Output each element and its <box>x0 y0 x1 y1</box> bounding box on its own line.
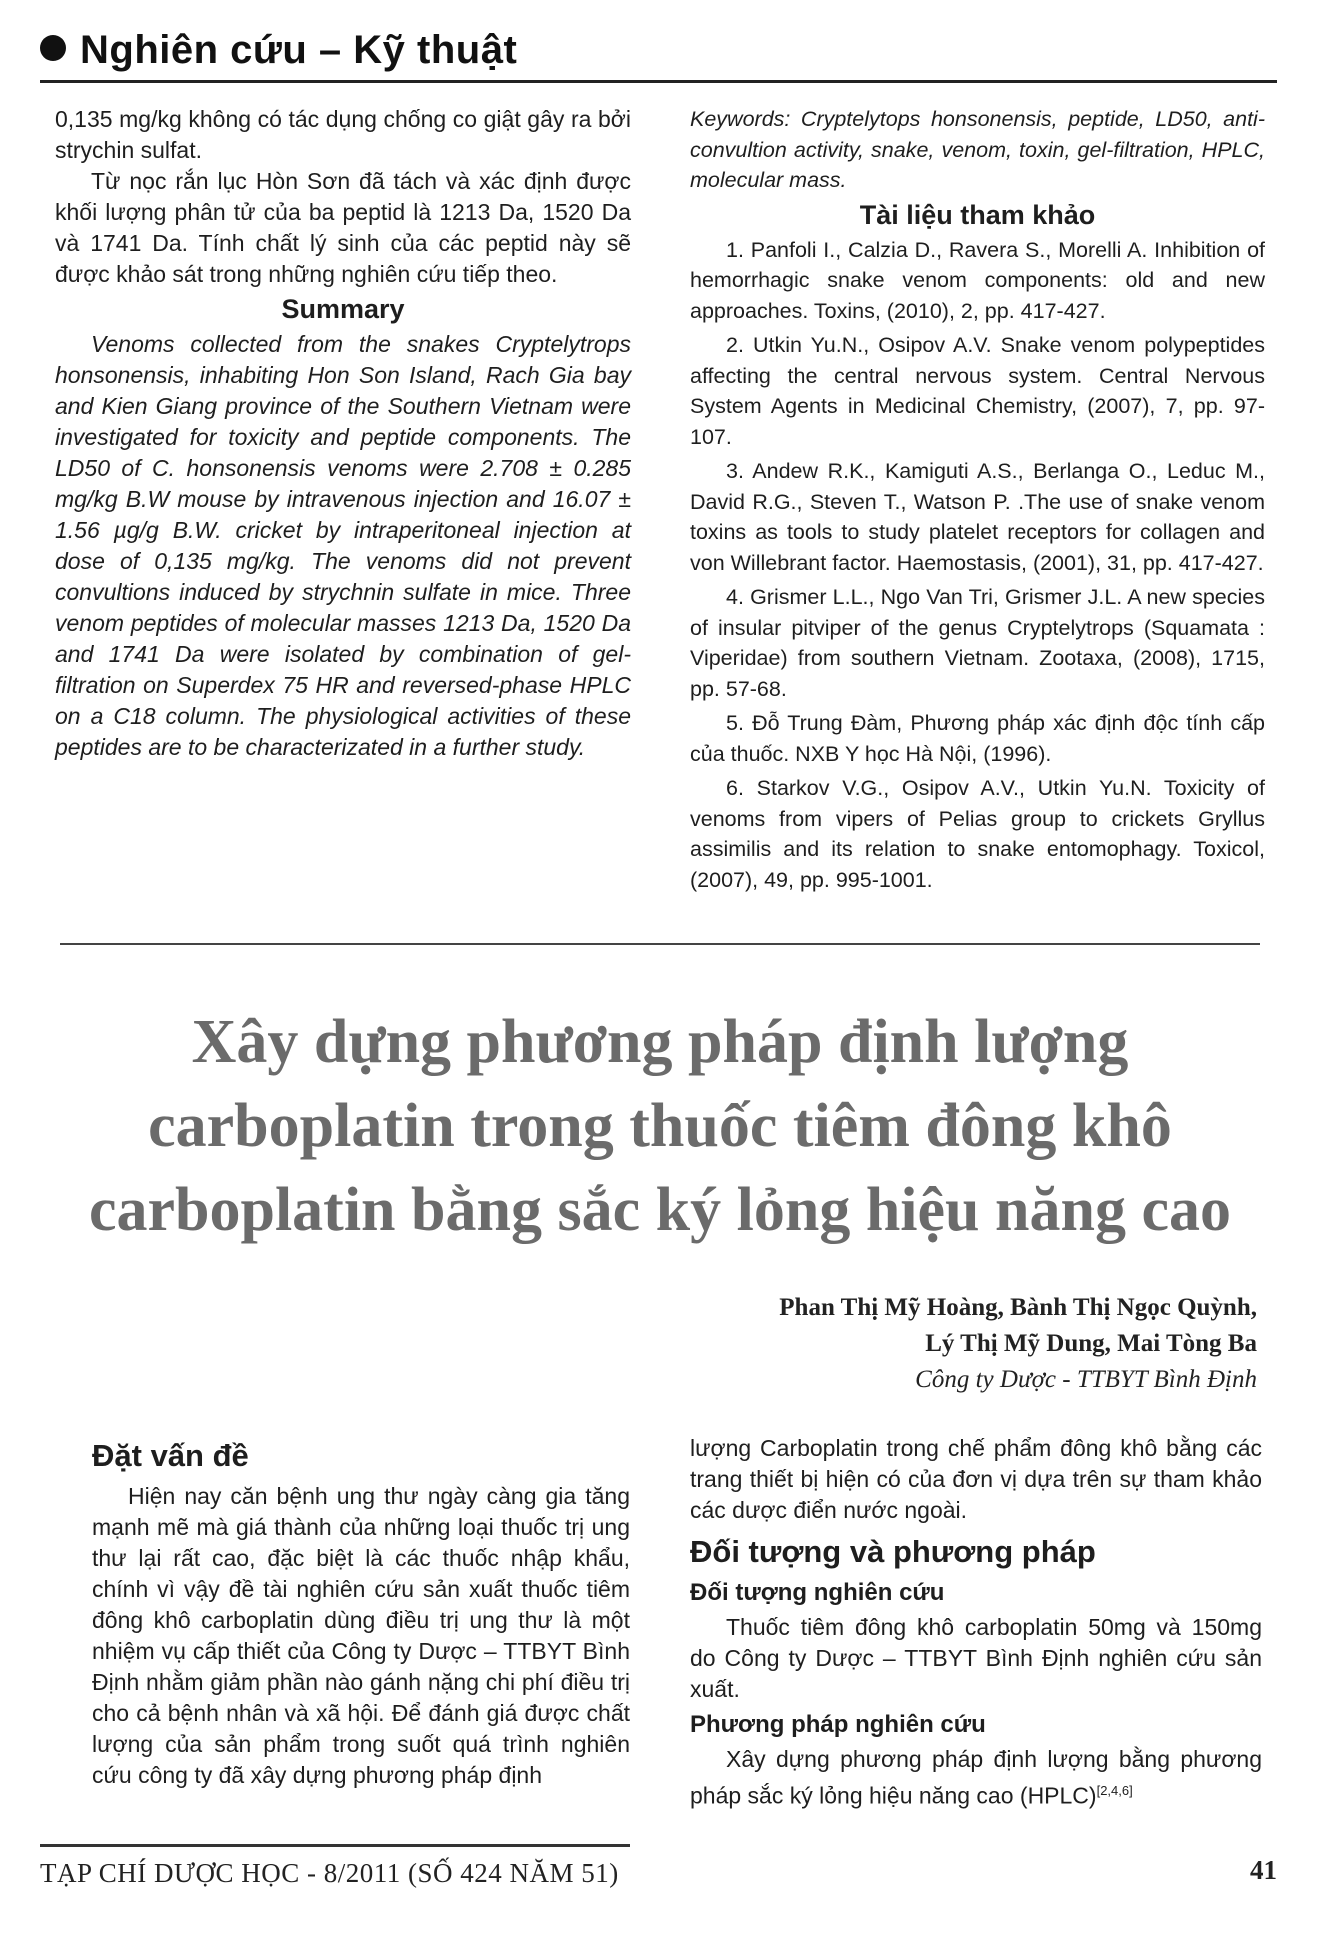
summary-text: Venoms collected from the snakes Cryptelytrops honsonensis, inhabiting Hon Son Island, Rach Gia bay and Kien Giang province of the Southern Vietnam were investigated for toxicity and peptide components. The LD50 of C. honsonensis venoms were 2.708 ± 0.285 mg/kg B.W mouse by intravenous injection and 16.07 ± 1.56 µg/g B.W. cricket by intraperitoneal injection at dose of 0,135 mg/kg. The venoms did not prevent convultions induced by strychnin sulfate in mice. Three venom peptides of molecular masses 1213 Da, 1520 Da and 1741 Da were isolated by combination of gel-filtration on Superdex 75 HR and reversed-phase HPLC on a C18 column. The physiological activities of these peptides are to be characterizated in a further study. <box>55 331 631 760</box>
keywords: Keywords: Cryptelytops honsonensis, peptide, LD50, anti-convultion activity, snake, venom, toxin, gel-filtration, HPLC, molecular mass. <box>690 107 1265 192</box>
header-rule <box>40 80 1277 83</box>
summary-heading: Summary <box>281 294 405 324</box>
left-para-2: Từ nọc rắn lục Hòn Sơn đã tách và xác định được khối lượng phân tử của ba peptid là 1213 Da, 1520 Da và 1741 Da. Tính chất lý sinh của các peptid này sẽ được khảo sát trong những nghiên cứu tiếp theo. <box>55 168 631 287</box>
affiliation: Công ty Dược - TTBYT Bình Định <box>915 1366 1257 1393</box>
subject-heading: Đối tượng nghiên cứu <box>690 1579 945 1606</box>
article-divider <box>60 943 1260 945</box>
footer-rule <box>40 1844 630 1847</box>
right-column <box>690 104 1265 899</box>
method-citation: [2,4,6] <box>1096 1783 1133 1798</box>
authors-block <box>779 1290 1257 1398</box>
section-title: Nghiên cứu – Kỹ thuật <box>80 28 518 72</box>
article-title: Xây dựng phương pháp định lượng carboplatin trong thuốc tiêm đông khô carboplatin bằng sắc ký lỏng hiệu năng cao <box>88 1008 1232 1244</box>
reference-item: 1. Panfoli I., Calzia D., Ravera S., Morelli A. Inhibition of hemorrhagic snake venom components: old and new approaches. Toxins, (2010), 2, pp. 417-427. <box>690 237 1265 323</box>
bullet-icon <box>40 35 66 61</box>
reference-item: 5. Đỗ Trung Đàm, Phương pháp xác định độc tính cấp của thuốc. NXB Y học Hà Nội, (1996). <box>690 711 1265 766</box>
section-header <box>40 28 517 73</box>
reference-item: 3. Andew R.K., Kamiguti A.S., Berlanga O., Leduc M., David R.G., Steven T., Watson P. .The use of snake venom toxins as tools to study platelet receptors for collagen and von Willebrant factor. Haemostasis, (2001), 31, pp. 417-427. <box>690 459 1265 575</box>
journal-footer: TẠP CHÍ DƯỢC HỌC - 8/2011 (SỐ 424 NĂM 51) <box>40 1858 619 1888</box>
method-text-body: Xây dựng phương pháp định lượng bằng phương pháp sắc ký lỏng hiệu năng cao (HPLC) <box>690 1746 1262 1809</box>
authors-line-2: Lý Thị Mỹ Dung, Mai Tòng Ba <box>925 1330 1257 1357</box>
left-para-1: 0,135 mg/kg không có tác dụng chống co giật gây ra bởi strychin sulfat. <box>55 106 631 163</box>
authors-line-1: Phan Thị Mỹ Hoàng, Bành Thị Ngọc Quỳnh, <box>779 1294 1257 1321</box>
intro-heading: Đặt vấn đề <box>92 1438 249 1473</box>
method-text <box>690 1744 1262 1812</box>
methods-heading: Đối tượng và phương pháp <box>690 1534 1096 1569</box>
subject-text: Thuốc tiêm đông khô carboplatin 50mg và 150mg do Công ty Dược – TTBYT Bình Định nghiên cứu sản xuất. <box>690 1614 1262 1702</box>
bottom-right-column <box>690 1433 1262 1812</box>
reference-item: 4. Grismer L.L., Ngo Van Tri, Grismer J.L. A new species of insular pitviper of the genus Cryptelytrops (Squamata : Viperidae) from southern Vietnam. Zootaxa, (2008), 1715, pp. 57-68. <box>690 585 1265 701</box>
page-number: 41 <box>1250 1855 1277 1885</box>
intro-text: Hiện nay căn bệnh ung thư ngày càng gia tăng mạnh mẽ mà giá thành của những loại thuốc trị ung thư lại rất cao, đặc biệt là các thuốc nhập khẩu, chính vì vậy đề tài nghiên cứu sản xuất thuốc tiêm đông khô carboplatin dùng điều trị ung thư là một nhiệm vụ cấp thiết của Công ty Dược – TTBYT Bình Định nhằm giảm phần nào gánh nặng chi phí điều trị cho cả bệnh nhân và xã hội. Để đánh giá được chất lượng của sản phẩm trong suốt quá trình nghiên cứu công ty đã xây dựng phương pháp định <box>92 1483 630 1788</box>
reference-item: 2. Utkin Yu.N., Osipov A.V. Snake venom polypeptides affecting the central nervous system. Central Nervous System Agents in Medicinal Chemistry, (2007), 7, pp. 97-107. <box>690 333 1265 449</box>
methods-intro: lượng Carboplatin trong chế phẩm đông khô bằng các trang thiết bị hiện có của đơn vị dựa trên sự tham khảo các dược điển nước ngoài. <box>690 1435 1262 1523</box>
bottom-left-column <box>92 1440 630 1791</box>
method-heading: Phương pháp nghiên cứu <box>690 1711 986 1738</box>
left-column <box>55 104 631 763</box>
references-heading: Tài liệu tham khảo <box>859 199 1096 230</box>
reference-item: 6. Starkov V.G., Osipov A.V., Utkin Yu.N. Toxicity of venoms from vipers of Pelias group to crickets Gryllus assimilis and its relation to snake entomophagy. Toxicol, (2007), 49, pp. 995-1001. <box>690 776 1265 892</box>
